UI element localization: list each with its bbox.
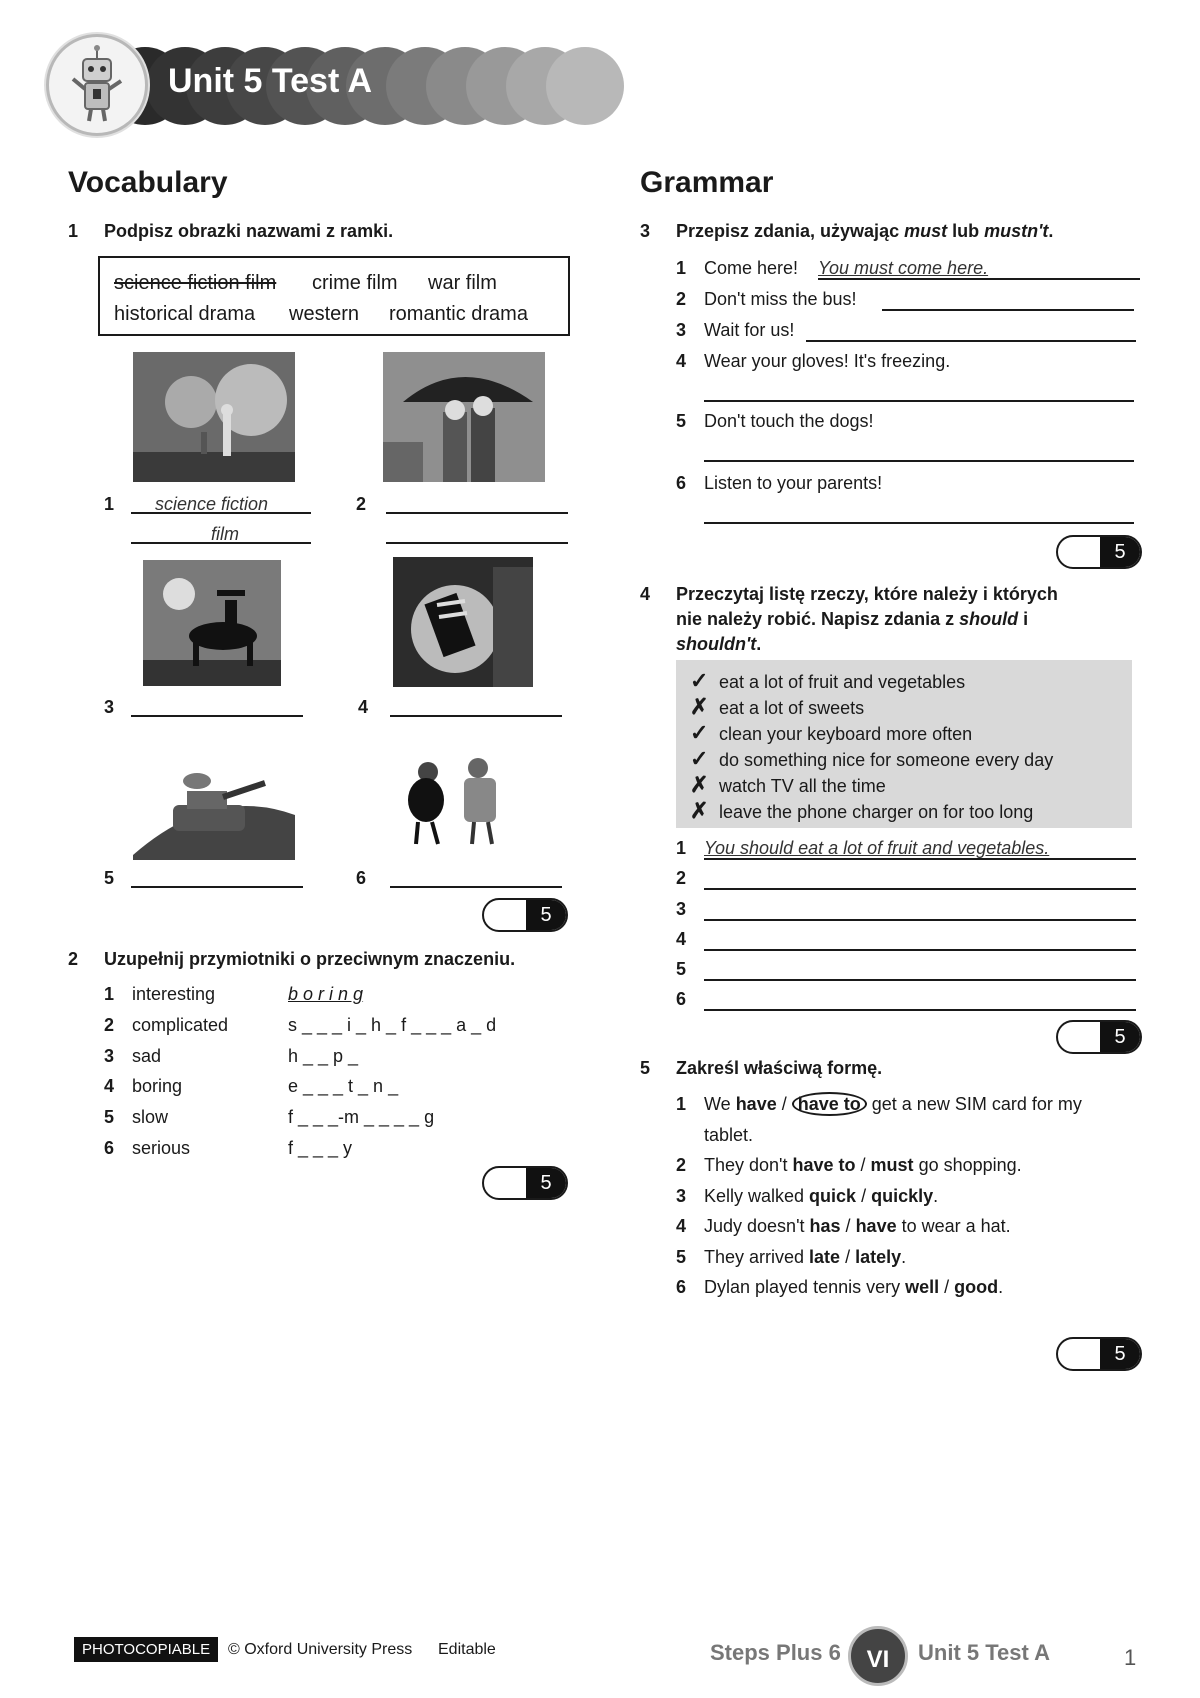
item-number: 1	[676, 258, 687, 278]
answer-line	[131, 512, 311, 514]
do-dont-list	[676, 660, 1132, 828]
sentence-prompt: Wear your gloves! It's freezing.	[704, 351, 951, 371]
gap-word[interactable]: e _ _ _ t _ n _	[288, 1076, 399, 1096]
page-title: Unit 5 Test A	[168, 62, 373, 100]
option[interactable]: quickly	[871, 1186, 934, 1206]
prompt-word: boring	[132, 1076, 183, 1096]
gap-word[interactable]: s _ _ _ i _ h _ f _ _ _ a _ d	[288, 1015, 497, 1035]
historical-drama-image	[398, 748, 518, 850]
score-box	[1056, 535, 1142, 569]
page-number: 1	[1124, 1645, 1137, 1670]
item-number: 4	[358, 697, 369, 717]
choice-sentence: Dylan played tennis very well / good.	[704, 1277, 1004, 1297]
sentence-prompt: Listen to your parents!	[704, 473, 883, 493]
choice-sentence: We have / have to get a new SIM card for my	[704, 1094, 1082, 1114]
task-2-instruction: Uzupełnij przymiotniki o przeciwnym znaczeniu.	[104, 949, 516, 969]
item-number: 5	[104, 868, 115, 888]
item-number: 3	[676, 899, 687, 919]
item-number: 3	[676, 320, 687, 340]
list-item: ✓ do something nice for someone every day	[690, 746, 1054, 771]
western-image	[143, 560, 281, 686]
answer-line[interactable]	[386, 542, 568, 544]
box-word: science fiction film	[114, 272, 277, 294]
choice-sentence: They arrived late / lately.	[704, 1247, 907, 1267]
item-number: 3	[104, 1046, 115, 1066]
item-number: 5	[104, 1107, 115, 1127]
prompt-word: sad	[132, 1046, 162, 1066]
option[interactable]: have	[735, 1094, 777, 1114]
score-total: 5	[1100, 537, 1140, 567]
list-item: ✓ clean your keyboard more often	[690, 720, 973, 745]
item-number: 4	[104, 1076, 115, 1096]
sentence-prompt: Come here!	[704, 258, 799, 278]
choice-sentence: They don't have to / must go shopping.	[704, 1155, 1022, 1175]
answer-line[interactable]	[704, 400, 1134, 402]
answer-line[interactable]	[131, 886, 303, 888]
task-5-instruction: Zakreśl właściwą formę.	[676, 1058, 883, 1078]
box-word: romantic drama	[389, 303, 528, 325]
task-3-instruction: Przepisz zdania, używając must lub mustn't.	[676, 221, 1054, 241]
list-item: ✗ eat a lot of sweets	[690, 694, 865, 719]
prompt-word: serious	[132, 1138, 191, 1158]
answer-line	[818, 278, 1140, 280]
option[interactable]: has	[809, 1216, 841, 1236]
answer-line[interactable]	[131, 715, 303, 717]
choice-sentence: Judy doesn't has / have to wear a hat.	[704, 1216, 1011, 1236]
item-number: 1	[676, 1094, 687, 1114]
box-word: war film	[428, 272, 497, 294]
answer-line[interactable]	[390, 715, 562, 717]
answer-text: b o r i n g	[288, 984, 364, 1004]
answer-line[interactable]	[704, 949, 1136, 951]
answer-line[interactable]	[704, 522, 1134, 524]
option-circled[interactable]: have to	[792, 1092, 867, 1116]
series-title: Steps Plus 6	[710, 1640, 841, 1665]
answer-line	[131, 542, 311, 544]
option[interactable]: must	[870, 1155, 914, 1175]
item-number: 1	[104, 494, 115, 514]
answer-line[interactable]	[882, 309, 1134, 311]
option[interactable]: well	[905, 1277, 940, 1297]
prompt-word: complicated	[132, 1015, 229, 1035]
item-number: 1	[104, 984, 115, 1004]
item-number: 2	[676, 1155, 687, 1175]
gap-word[interactable]: f _ _ _-m _ _ _ _ g	[288, 1107, 435, 1127]
unit-header	[46, 34, 626, 138]
prompt-word: interesting	[132, 984, 216, 1004]
item-number: 6	[356, 868, 367, 888]
war-film-image	[133, 755, 295, 860]
answer-text: science fiction	[155, 494, 269, 514]
task-3-number: 3	[640, 221, 651, 241]
task-5-number: 5	[640, 1058, 651, 1078]
cross-icon: ✗	[690, 694, 709, 719]
item-number: 2	[676, 868, 687, 888]
task-4-number: 4	[640, 584, 651, 604]
gap-word[interactable]: f _ _ _ y	[288, 1138, 353, 1158]
grade-logo-icon: VI	[848, 1626, 908, 1686]
check-icon: ✓	[690, 720, 709, 745]
answer-line[interactable]	[806, 340, 1136, 342]
answer-line	[704, 858, 1136, 860]
task-1-number: 1	[68, 221, 79, 241]
item-number: 4	[676, 351, 687, 371]
choice-sentence-continued: tablet.	[704, 1125, 754, 1145]
list-item: ✗ leave the phone charger on for too long	[690, 798, 1034, 823]
check-icon: ✓	[690, 668, 709, 693]
editable-label: Editable	[438, 1641, 496, 1658]
answer-line[interactable]	[704, 460, 1134, 462]
copyright-text: © Oxford University Press	[228, 1641, 413, 1658]
sentence-prompt: Don't touch the dogs!	[704, 411, 874, 431]
item-number: 3	[676, 1186, 687, 1206]
cross-icon: ✗	[690, 772, 709, 797]
item-number: 6	[676, 989, 687, 1009]
item-number: 5	[676, 411, 687, 431]
task-2-number: 2	[68, 949, 79, 969]
item-number: 4	[676, 1216, 687, 1236]
item-number: 6	[676, 1277, 687, 1297]
prompt-word: slow	[132, 1107, 169, 1127]
item-number: 5	[676, 959, 687, 979]
list-item: ✗ watch TV all the time	[690, 772, 886, 797]
sentence-prompt: Wait for us!	[704, 320, 795, 340]
score-box	[1056, 1337, 1142, 1371]
item-number: 4	[676, 929, 687, 949]
item-number: 5	[676, 1247, 687, 1267]
vocabulary-heading: Vocabulary	[68, 166, 228, 199]
task-1-instruction: Podpisz obrazki nazwami z ramki.	[104, 221, 394, 241]
answer-line[interactable]	[390, 886, 562, 888]
answer-line[interactable]	[386, 512, 568, 514]
option[interactable]: late	[809, 1247, 841, 1267]
answer-line[interactable]	[704, 888, 1136, 890]
score-total: 5	[1100, 1339, 1140, 1369]
box-word: crime film	[312, 272, 398, 294]
task-4-instruction: Przeczytaj listę rzeczy, które należy i których nie należy robić. Napisz zdania z should i shouldn't.	[676, 584, 1058, 654]
footer-unit: Unit 5 Test A	[918, 1640, 1051, 1665]
item-number: 2	[676, 289, 687, 309]
answer-text: You should eat a lot of fruit and vegetables.	[704, 838, 1050, 858]
option[interactable]: have to	[792, 1155, 856, 1175]
answer-line[interactable]	[704, 979, 1136, 981]
check-icon: ✓	[690, 746, 709, 771]
photocopiable-label: PHOTOCOPIABLE	[74, 1637, 218, 1662]
robot-mascot-icon	[46, 34, 148, 136]
choice-sentence: Kelly walked quick / quickly.	[704, 1186, 939, 1206]
item-number: 6	[676, 473, 687, 493]
option[interactable]: quick	[809, 1186, 857, 1206]
score-box	[482, 1166, 568, 1200]
score-box	[1056, 1020, 1142, 1054]
answer-text: film	[211, 524, 239, 544]
answer-line[interactable]	[704, 919, 1136, 921]
option[interactable]: lately	[855, 1247, 902, 1267]
item-number: 2	[356, 494, 367, 514]
box-word: historical drama	[114, 303, 256, 325]
scifi-film-image	[133, 352, 295, 482]
list-item: ✓ eat a lot of fruit and vegetables	[690, 668, 966, 693]
item-number: 2	[104, 1015, 115, 1035]
item-number: 3	[104, 697, 115, 717]
box-word: western	[289, 303, 360, 325]
item-number: 6	[104, 1138, 115, 1158]
item-number: 1	[676, 838, 687, 858]
gap-word[interactable]: h _ _ p _	[288, 1046, 359, 1066]
crime-film-image	[393, 557, 533, 687]
cross-icon: ✗	[690, 798, 709, 823]
romantic-drama-image	[383, 352, 545, 482]
answer-line[interactable]	[704, 1009, 1136, 1011]
option[interactable]: good	[954, 1277, 999, 1297]
score-box	[482, 898, 568, 932]
sentence-prompt: Don't miss the bus!	[704, 289, 857, 309]
grammar-heading: Grammar	[640, 166, 774, 199]
answer-text: You must come here.	[818, 258, 989, 278]
score-total: 5	[526, 900, 566, 930]
score-total: 5	[526, 1168, 566, 1198]
option[interactable]: have	[855, 1216, 897, 1236]
score-total: 5	[1100, 1022, 1140, 1052]
